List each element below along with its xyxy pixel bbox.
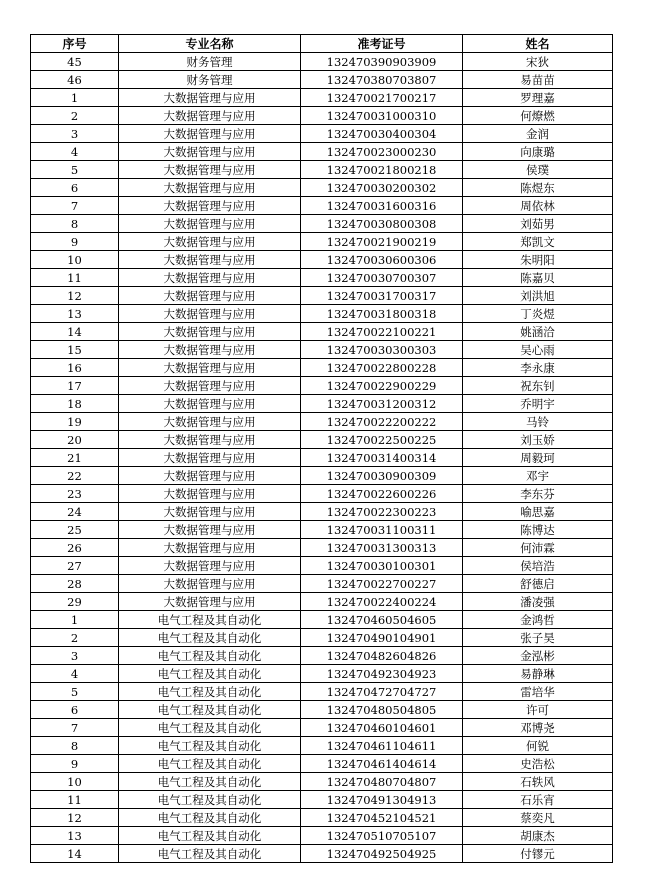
cell-name: 史浩松 — [463, 755, 613, 773]
cell-exam-id: 132470030800308 — [301, 215, 463, 233]
table-row — [31, 449, 613, 467]
cell-name: 祝东钊 — [463, 377, 613, 395]
table-row — [31, 737, 613, 755]
table-row — [31, 755, 613, 773]
table-row — [31, 161, 613, 179]
cell-major: 大数据管理与应用 — [119, 197, 301, 215]
cell-seq: 4 — [31, 143, 119, 161]
cell-name: 金润 — [463, 125, 613, 143]
cell-seq: 17 — [31, 377, 119, 395]
cell-seq: 10 — [31, 251, 119, 269]
cell-exam-id: 132470390903909 — [301, 53, 463, 71]
table-row — [31, 503, 613, 521]
cell-exam-id: 132470030600306 — [301, 251, 463, 269]
cell-major: 电气工程及其自动化 — [119, 773, 301, 791]
cell-name: 蔡奕凡 — [463, 809, 613, 827]
table-row — [31, 809, 613, 827]
table-row — [31, 197, 613, 215]
cell-major: 大数据管理与应用 — [119, 269, 301, 287]
cell-name: 李永康 — [463, 359, 613, 377]
table-row — [31, 539, 613, 557]
cell-seq: 26 — [31, 539, 119, 557]
cell-seq: 5 — [31, 161, 119, 179]
cell-exam-id: 132470021700217 — [301, 89, 463, 107]
table-row — [31, 431, 613, 449]
cell-seq: 1 — [31, 611, 119, 629]
cell-exam-id: 132470480704807 — [301, 773, 463, 791]
cell-seq: 21 — [31, 449, 119, 467]
cell-exam-id: 132470452104521 — [301, 809, 463, 827]
cell-major: 电气工程及其自动化 — [119, 845, 301, 863]
cell-major: 大数据管理与应用 — [119, 143, 301, 161]
cell-seq: 20 — [31, 431, 119, 449]
cell-seq: 12 — [31, 809, 119, 827]
cell-major: 电气工程及其自动化 — [119, 629, 301, 647]
table-row — [31, 521, 613, 539]
header-name: 姓名 — [463, 35, 613, 53]
cell-name: 周毅珂 — [463, 449, 613, 467]
cell-major: 大数据管理与应用 — [119, 539, 301, 557]
cell-exam-id: 132470380703807 — [301, 71, 463, 89]
cell-name: 易静琳 — [463, 665, 613, 683]
cell-seq: 23 — [31, 485, 119, 503]
cell-major: 大数据管理与应用 — [119, 107, 301, 125]
cell-major: 大数据管理与应用 — [119, 323, 301, 341]
cell-major: 大数据管理与应用 — [119, 215, 301, 233]
cell-name: 丁炎煜 — [463, 305, 613, 323]
cell-major: 电气工程及其自动化 — [119, 701, 301, 719]
cell-name: 罗理嘉 — [463, 89, 613, 107]
cell-exam-id: 132470022900229 — [301, 377, 463, 395]
table-row — [31, 359, 613, 377]
cell-seq: 1 — [31, 89, 119, 107]
cell-exam-id: 132470022700227 — [301, 575, 463, 593]
cell-major: 大数据管理与应用 — [119, 593, 301, 611]
cell-exam-id: 132470031700317 — [301, 287, 463, 305]
cell-name: 邓博尧 — [463, 719, 613, 737]
cell-seq: 10 — [31, 773, 119, 791]
table-body — [31, 53, 613, 863]
cell-name: 潘凌强 — [463, 593, 613, 611]
cell-major: 大数据管理与应用 — [119, 449, 301, 467]
table-row — [31, 845, 613, 863]
cell-name: 李东芬 — [463, 485, 613, 503]
cell-seq: 13 — [31, 305, 119, 323]
table-row — [31, 107, 613, 125]
cell-seq: 12 — [31, 287, 119, 305]
cell-exam-id: 132470461104611 — [301, 737, 463, 755]
cell-exam-id: 132470482604826 — [301, 647, 463, 665]
cell-exam-id: 132470022600226 — [301, 485, 463, 503]
cell-name: 石乐宵 — [463, 791, 613, 809]
cell-major: 电气工程及其自动化 — [119, 683, 301, 701]
cell-seq: 4 — [31, 665, 119, 683]
cell-major: 大数据管理与应用 — [119, 413, 301, 431]
table-row — [31, 629, 613, 647]
table-row — [31, 323, 613, 341]
cell-major: 电气工程及其自动化 — [119, 665, 301, 683]
cell-exam-id: 132470031800318 — [301, 305, 463, 323]
cell-major: 大数据管理与应用 — [119, 377, 301, 395]
cell-exam-id: 132470030900309 — [301, 467, 463, 485]
cell-exam-id: 132470031100311 — [301, 521, 463, 539]
table-row — [31, 377, 613, 395]
table-row — [31, 305, 613, 323]
cell-major: 电气工程及其自动化 — [119, 737, 301, 755]
cell-exam-id: 132470030400304 — [301, 125, 463, 143]
table-row — [31, 683, 613, 701]
cell-exam-id: 132470021900219 — [301, 233, 463, 251]
cell-name: 宋狄 — [463, 53, 613, 71]
table-row — [31, 233, 613, 251]
table-row — [31, 611, 613, 629]
header-exam-id: 准考证号 — [301, 35, 463, 53]
cell-seq: 11 — [31, 791, 119, 809]
cell-name: 刘洪旭 — [463, 287, 613, 305]
cell-seq: 29 — [31, 593, 119, 611]
table-row — [31, 575, 613, 593]
cell-exam-id: 132470031300313 — [301, 539, 463, 557]
cell-exam-id: 132470460104601 — [301, 719, 463, 737]
cell-major: 大数据管理与应用 — [119, 359, 301, 377]
table-row — [31, 341, 613, 359]
table-row — [31, 485, 613, 503]
cell-major: 大数据管理与应用 — [119, 575, 301, 593]
table-row — [31, 125, 613, 143]
cell-name: 金鸿哲 — [463, 611, 613, 629]
cell-name: 金泓彬 — [463, 647, 613, 665]
cell-name: 刘玉娇 — [463, 431, 613, 449]
table-row — [31, 701, 613, 719]
cell-seq: 6 — [31, 701, 119, 719]
cell-seq: 9 — [31, 233, 119, 251]
cell-name: 雷培华 — [463, 683, 613, 701]
table-row — [31, 53, 613, 71]
cell-name: 易苗苗 — [463, 71, 613, 89]
cell-seq: 13 — [31, 827, 119, 845]
cell-exam-id: 132470031200312 — [301, 395, 463, 413]
cell-exam-id: 132470030200302 — [301, 179, 463, 197]
cell-major: 大数据管理与应用 — [119, 431, 301, 449]
cell-exam-id: 132470472704727 — [301, 683, 463, 701]
cell-name: 陈煜东 — [463, 179, 613, 197]
cell-seq: 24 — [31, 503, 119, 521]
cell-major: 大数据管理与应用 — [119, 287, 301, 305]
cell-exam-id: 132470030300303 — [301, 341, 463, 359]
cell-seq: 9 — [31, 755, 119, 773]
cell-major: 财务管理 — [119, 53, 301, 71]
cell-name: 马铃 — [463, 413, 613, 431]
cell-exam-id: 132470023000230 — [301, 143, 463, 161]
table-row — [31, 269, 613, 287]
cell-major: 大数据管理与应用 — [119, 161, 301, 179]
cell-name: 付镠元 — [463, 845, 613, 863]
cell-name: 喻思嘉 — [463, 503, 613, 521]
cell-name: 胡康杰 — [463, 827, 613, 845]
cell-exam-id: 132470480504805 — [301, 701, 463, 719]
cell-seq: 19 — [31, 413, 119, 431]
cell-seq: 46 — [31, 71, 119, 89]
table-row — [31, 827, 613, 845]
table-row — [31, 251, 613, 269]
candidate-table — [30, 34, 613, 863]
cell-major: 大数据管理与应用 — [119, 467, 301, 485]
table-row — [31, 719, 613, 737]
cell-name: 陈博达 — [463, 521, 613, 539]
cell-name: 向康璐 — [463, 143, 613, 161]
cell-name: 邓宇 — [463, 467, 613, 485]
cell-major: 大数据管理与应用 — [119, 485, 301, 503]
table-row — [31, 287, 613, 305]
cell-exam-id: 132470022300223 — [301, 503, 463, 521]
cell-seq: 5 — [31, 683, 119, 701]
table-row — [31, 647, 613, 665]
cell-major: 大数据管理与应用 — [119, 125, 301, 143]
cell-exam-id: 132470022200222 — [301, 413, 463, 431]
cell-major: 电气工程及其自动化 — [119, 647, 301, 665]
cell-major: 大数据管理与应用 — [119, 89, 301, 107]
cell-seq: 14 — [31, 845, 119, 863]
cell-name: 许可 — [463, 701, 613, 719]
cell-seq: 7 — [31, 197, 119, 215]
cell-exam-id: 132470461404614 — [301, 755, 463, 773]
table-row — [31, 557, 613, 575]
table-header — [31, 35, 613, 53]
cell-exam-id: 132470490104901 — [301, 629, 463, 647]
cell-major: 大数据管理与应用 — [119, 557, 301, 575]
cell-seq: 11 — [31, 269, 119, 287]
cell-major: 大数据管理与应用 — [119, 521, 301, 539]
cell-seq: 8 — [31, 215, 119, 233]
cell-major: 财务管理 — [119, 71, 301, 89]
cell-name: 姚涵洽 — [463, 323, 613, 341]
cell-name: 郑凯文 — [463, 233, 613, 251]
table-row — [31, 791, 613, 809]
cell-exam-id: 132470031000310 — [301, 107, 463, 125]
cell-seq: 25 — [31, 521, 119, 539]
table-row — [31, 179, 613, 197]
cell-major: 电气工程及其自动化 — [119, 791, 301, 809]
table-row — [31, 665, 613, 683]
cell-seq: 14 — [31, 323, 119, 341]
cell-major: 大数据管理与应用 — [119, 179, 301, 197]
cell-seq: 6 — [31, 179, 119, 197]
cell-name: 周依林 — [463, 197, 613, 215]
cell-seq: 18 — [31, 395, 119, 413]
cell-exam-id: 132470510705107 — [301, 827, 463, 845]
cell-seq: 8 — [31, 737, 119, 755]
cell-name: 何燎燃 — [463, 107, 613, 125]
cell-major: 电气工程及其自动化 — [119, 755, 301, 773]
header-row — [31, 35, 613, 53]
header-major: 专业名称 — [119, 35, 301, 53]
cell-name: 侯璞 — [463, 161, 613, 179]
cell-exam-id: 132470031400314 — [301, 449, 463, 467]
table-row — [31, 143, 613, 161]
cell-exam-id: 132470492504925 — [301, 845, 463, 863]
cell-exam-id: 132470491304913 — [301, 791, 463, 809]
cell-major: 电气工程及其自动化 — [119, 719, 301, 737]
cell-exam-id: 132470460504605 — [301, 611, 463, 629]
cell-seq: 15 — [31, 341, 119, 359]
cell-major: 大数据管理与应用 — [119, 341, 301, 359]
cell-name: 刘茹男 — [463, 215, 613, 233]
table-row — [31, 71, 613, 89]
header-seq: 序号 — [31, 35, 119, 53]
cell-seq: 3 — [31, 647, 119, 665]
table-row — [31, 89, 613, 107]
cell-major: 大数据管理与应用 — [119, 395, 301, 413]
cell-seq: 2 — [31, 629, 119, 647]
cell-seq: 27 — [31, 557, 119, 575]
cell-name: 朱明阳 — [463, 251, 613, 269]
table-row — [31, 395, 613, 413]
cell-major: 大数据管理与应用 — [119, 233, 301, 251]
cell-seq: 22 — [31, 467, 119, 485]
cell-seq: 7 — [31, 719, 119, 737]
cell-seq: 45 — [31, 53, 119, 71]
cell-seq: 28 — [31, 575, 119, 593]
cell-name: 何锐 — [463, 737, 613, 755]
cell-name: 陈嘉贝 — [463, 269, 613, 287]
cell-exam-id: 132470022800228 — [301, 359, 463, 377]
cell-major: 电气工程及其自动化 — [119, 611, 301, 629]
cell-exam-id: 132470022500225 — [301, 431, 463, 449]
table-row — [31, 215, 613, 233]
cell-major: 大数据管理与应用 — [119, 503, 301, 521]
cell-major: 电气工程及其自动化 — [119, 809, 301, 827]
cell-exam-id: 132470030100301 — [301, 557, 463, 575]
table-row — [31, 467, 613, 485]
cell-name: 侯培浩 — [463, 557, 613, 575]
cell-seq: 2 — [31, 107, 119, 125]
cell-major: 电气工程及其自动化 — [119, 827, 301, 845]
cell-major: 大数据管理与应用 — [119, 251, 301, 269]
table-row — [31, 773, 613, 791]
cell-exam-id: 132470022400224 — [301, 593, 463, 611]
cell-name: 乔明宇 — [463, 395, 613, 413]
cell-name: 舒德启 — [463, 575, 613, 593]
cell-major: 大数据管理与应用 — [119, 305, 301, 323]
table-row — [31, 413, 613, 431]
cell-name: 何沛霖 — [463, 539, 613, 557]
cell-seq: 16 — [31, 359, 119, 377]
cell-exam-id: 132470021800218 — [301, 161, 463, 179]
cell-name: 石轶风 — [463, 773, 613, 791]
cell-name: 吴心雨 — [463, 341, 613, 359]
cell-exam-id: 132470022100221 — [301, 323, 463, 341]
cell-exam-id: 132470492304923 — [301, 665, 463, 683]
table-row — [31, 593, 613, 611]
cell-name: 张子昊 — [463, 629, 613, 647]
cell-exam-id: 132470031600316 — [301, 197, 463, 215]
cell-exam-id: 132470030700307 — [301, 269, 463, 287]
cell-seq: 3 — [31, 125, 119, 143]
